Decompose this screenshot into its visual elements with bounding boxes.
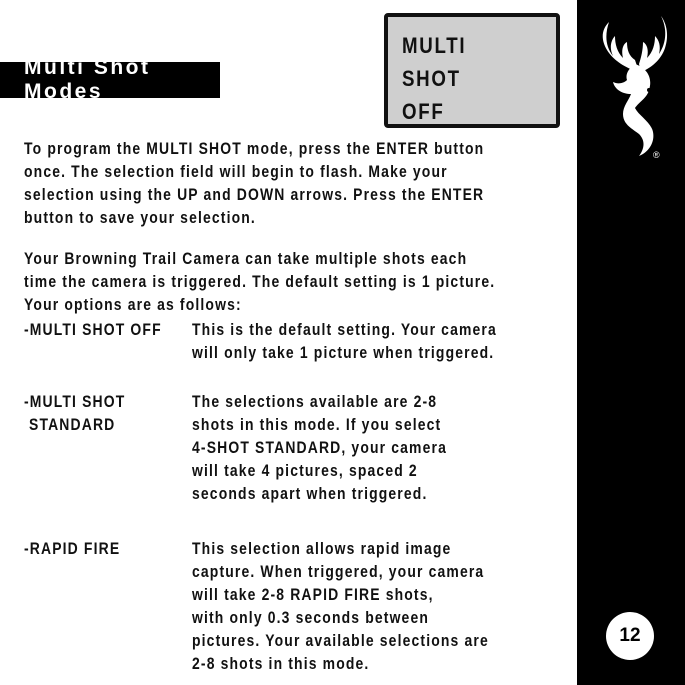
text-line: -RAPID FIRE [24, 539, 121, 558]
option-label-multi-shot-off [24, 318, 162, 341]
page-number: 12 [619, 625, 641, 646]
option-desc-multi-shot-standard [192, 390, 447, 505]
text-line: will take 2-8 RAPID FIRE shots, [192, 585, 434, 604]
text-line: This is the default setting. Your camera [192, 320, 497, 339]
text-line: once. The selection field will begin to flash. Make your [24, 162, 448, 181]
lcd-display [384, 13, 560, 128]
lcd-line: MULTI [402, 33, 467, 58]
text-line: shots in this mode. If you select [192, 415, 442, 434]
text-line: Your options are as follows: [24, 295, 242, 314]
text-line: -MULTI SHOT [24, 392, 126, 411]
options-intro-paragraph [24, 247, 496, 316]
text-line: will only take 1 picture when triggered. [192, 343, 495, 362]
text-line: 4-SHOT STANDARD, your camera [192, 438, 447, 457]
option-label-multi-shot-standard [24, 390, 125, 436]
text-line: The selections available are 2-8 [192, 392, 438, 411]
text-line: pictures. Your available selections are [192, 631, 489, 650]
text-line: Your Browning Trail Camera can take multiple shots each [24, 249, 468, 268]
text-line: To program the MULTI SHOT mode, press the ENTER button [24, 139, 485, 158]
text-line: capture. When triggered, your camera [192, 562, 485, 581]
text-line: 2-8 shots in this mode. [192, 654, 370, 673]
text-line: selection using the UP and DOWN arrows. Press the ENTER [24, 185, 485, 204]
text-line: time the camera is triggered. The default setting is 1 picture. [24, 272, 496, 291]
text-line: seconds apart when triggered. [192, 484, 428, 503]
text-line: button to save your selection. [24, 208, 256, 227]
registered-mark: ® [653, 150, 660, 160]
buckmark-logo-icon [595, 12, 671, 162]
intro-paragraph [24, 137, 483, 229]
lcd-line: OFF [402, 99, 445, 124]
sidebar [577, 0, 685, 685]
text-line: with only 0.3 seconds between [192, 608, 430, 627]
option-desc-rapid-fire [192, 537, 489, 675]
section-title-text: Multi Shot Modes [24, 56, 151, 103]
text-line: This selection allows rapid image [192, 539, 452, 558]
section-title [0, 56, 220, 103]
text-line: -MULTI SHOT OFF [24, 320, 162, 339]
page-number-badge [606, 612, 654, 660]
text-line: will take 4 pictures, spaced 2 [192, 461, 418, 480]
option-desc-multi-shot-off [192, 318, 497, 364]
option-label-rapid-fire [24, 537, 120, 560]
text-line: STANDARD [24, 415, 116, 434]
lcd-line: SHOT [402, 66, 461, 91]
